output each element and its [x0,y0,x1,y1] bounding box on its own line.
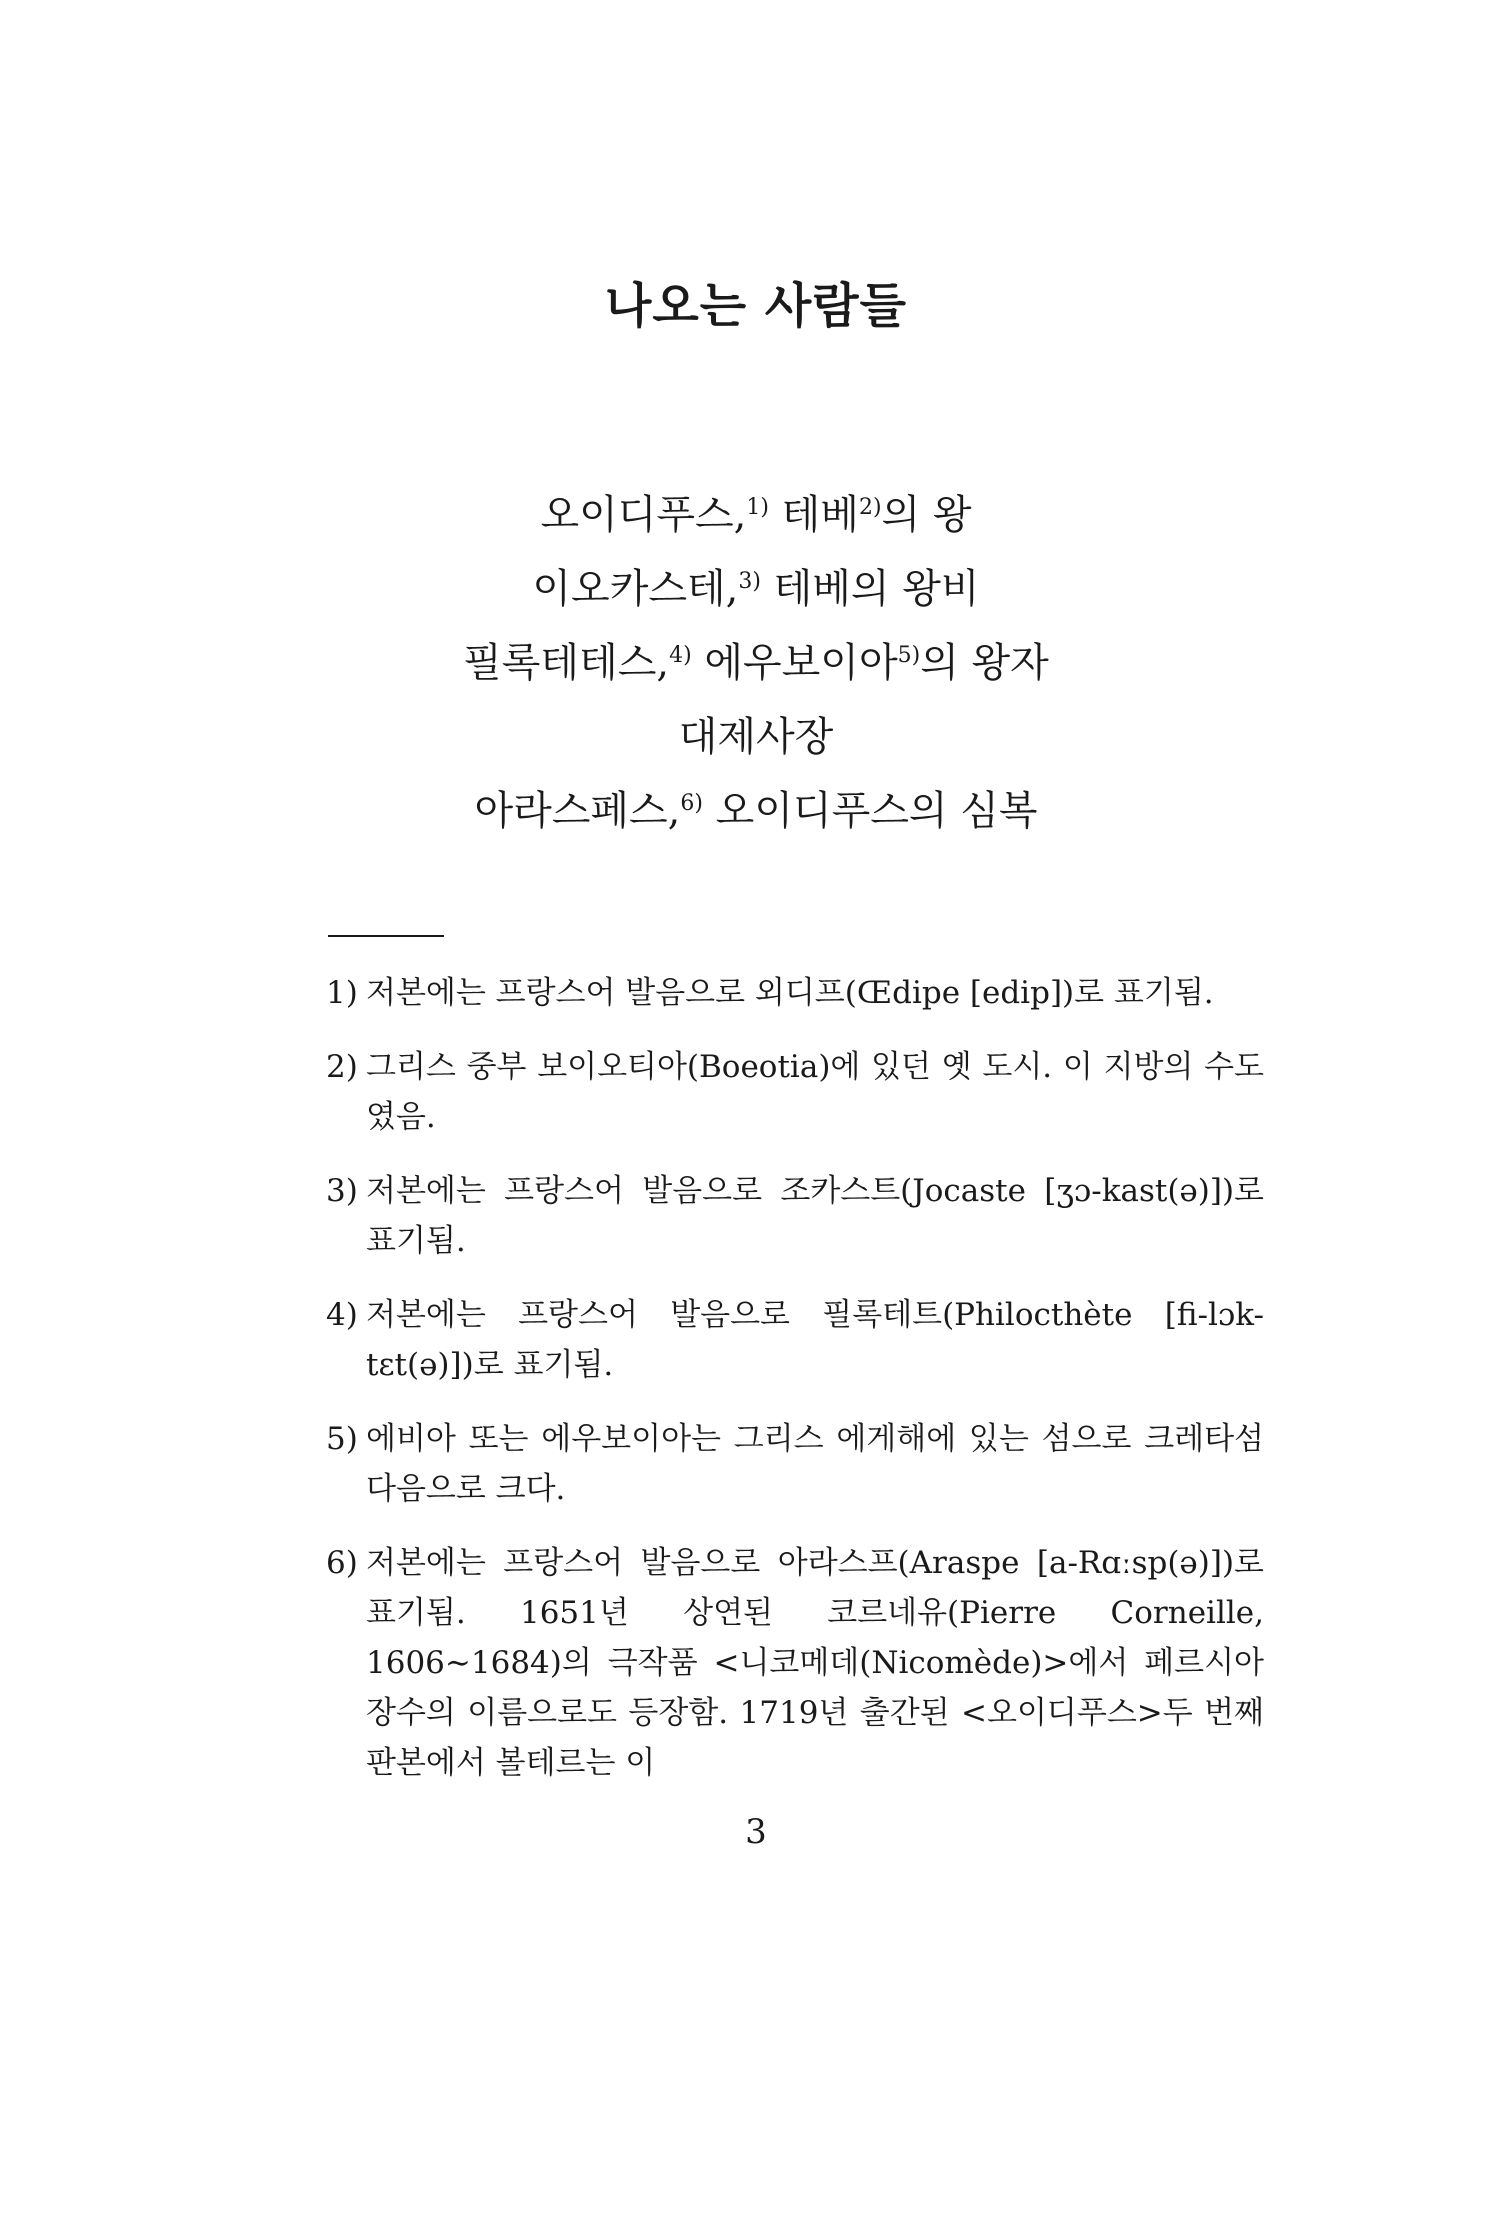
cast-name: 아라스페스, [474,788,681,834]
footnote-number: 2) [326,1049,358,1085]
cast-desc: 에우보이아 [691,640,898,686]
cast-philoctetes [0,626,1512,700]
footnote-number: 6) [326,1545,358,1581]
footnote-ref-1[interactable]: 1) [746,495,769,520]
footnote-ref-6[interactable]: 6) [680,791,703,816]
footnote-list [326,968,1264,1812]
cast-oedipus [0,478,1512,552]
footnote-4 [326,1290,1264,1390]
footnote-divider [328,935,444,937]
footnote-2 [326,1042,1264,1142]
footnote-ref-5[interactable]: 5) [897,643,921,668]
footnote-text: 저본에는 프랑스어 발음으로 외디프(Œdipe [edip])로 표기됨. [366,975,1214,1011]
cast-desc: 의 왕 [881,492,972,538]
cast-jocasta [0,552,1512,626]
footnote-6 [326,1538,1264,1788]
footnote-1 [326,968,1264,1018]
page-number: 3 [745,1812,767,1852]
cast-list [0,478,1512,848]
footnote-text: 저본에는 프랑스어 발음으로 조카스트(Jocaste [ʒɔ-kast(ə)])로 표기됨. [366,1173,1264,1259]
footnote-text: 저본에는 프랑스어 발음으로 아라스프(Araspe [a-Rɑːsp(ə)])로 표기됨. 1651년 상연된 코르네유(Pierre Corneille, 1606∼1684)의 극작품 <니코메데(Nicomède)>에서 페르시아 장수의 이름으로도 등장함. 1719년 출간된 <오이디푸스>두 번째 판본에서 볼테르는 이 [366,1545,1264,1781]
footnote-text: 저본에는 프랑스어 발음으로 필록테트(Philocthète [fi-lɔk-tɛt(ə)])로 표기됨. [366,1297,1264,1383]
cast-desc: 테베 [768,492,859,538]
footnote-ref-3[interactable]: 3) [738,569,761,594]
footnote-number: 4) [326,1297,358,1333]
cast-name: 필록테테스, [463,640,670,686]
cast-name: 이오카스테, [532,566,739,612]
footnote-text: 에비아 또는 에우보이아는 그리스 에게해에 있는 섬으로 크레타섬 다음으로 크다. [366,1421,1264,1507]
footnote-5 [326,1414,1264,1514]
footnote-number: 3) [326,1173,358,1209]
footnote-ref-2[interactable]: 2) [858,495,882,520]
footnote-text: 그리스 중부 보이오티아(Boeotia)에 있던 옛 도시. 이 지방의 수도였음. [366,1049,1264,1135]
cast-name: 오이디푸스, [540,492,747,538]
footnote-number: 1) [326,975,358,1011]
footnote-3 [326,1166,1264,1266]
footnote-ref-4[interactable]: 4) [669,643,692,668]
cast-desc: 의 왕자 [920,640,1049,686]
cast-desc: 오이디푸스의 심복 [702,788,1038,834]
cast-desc: 테베의 왕비 [760,566,980,612]
cast-araspes [0,774,1512,848]
cast-name: 대제사장 [678,714,834,760]
footnote-number: 5) [326,1421,358,1457]
cast-high-priest [0,700,1512,774]
page-title: 나오는 사람들 [605,278,907,335]
